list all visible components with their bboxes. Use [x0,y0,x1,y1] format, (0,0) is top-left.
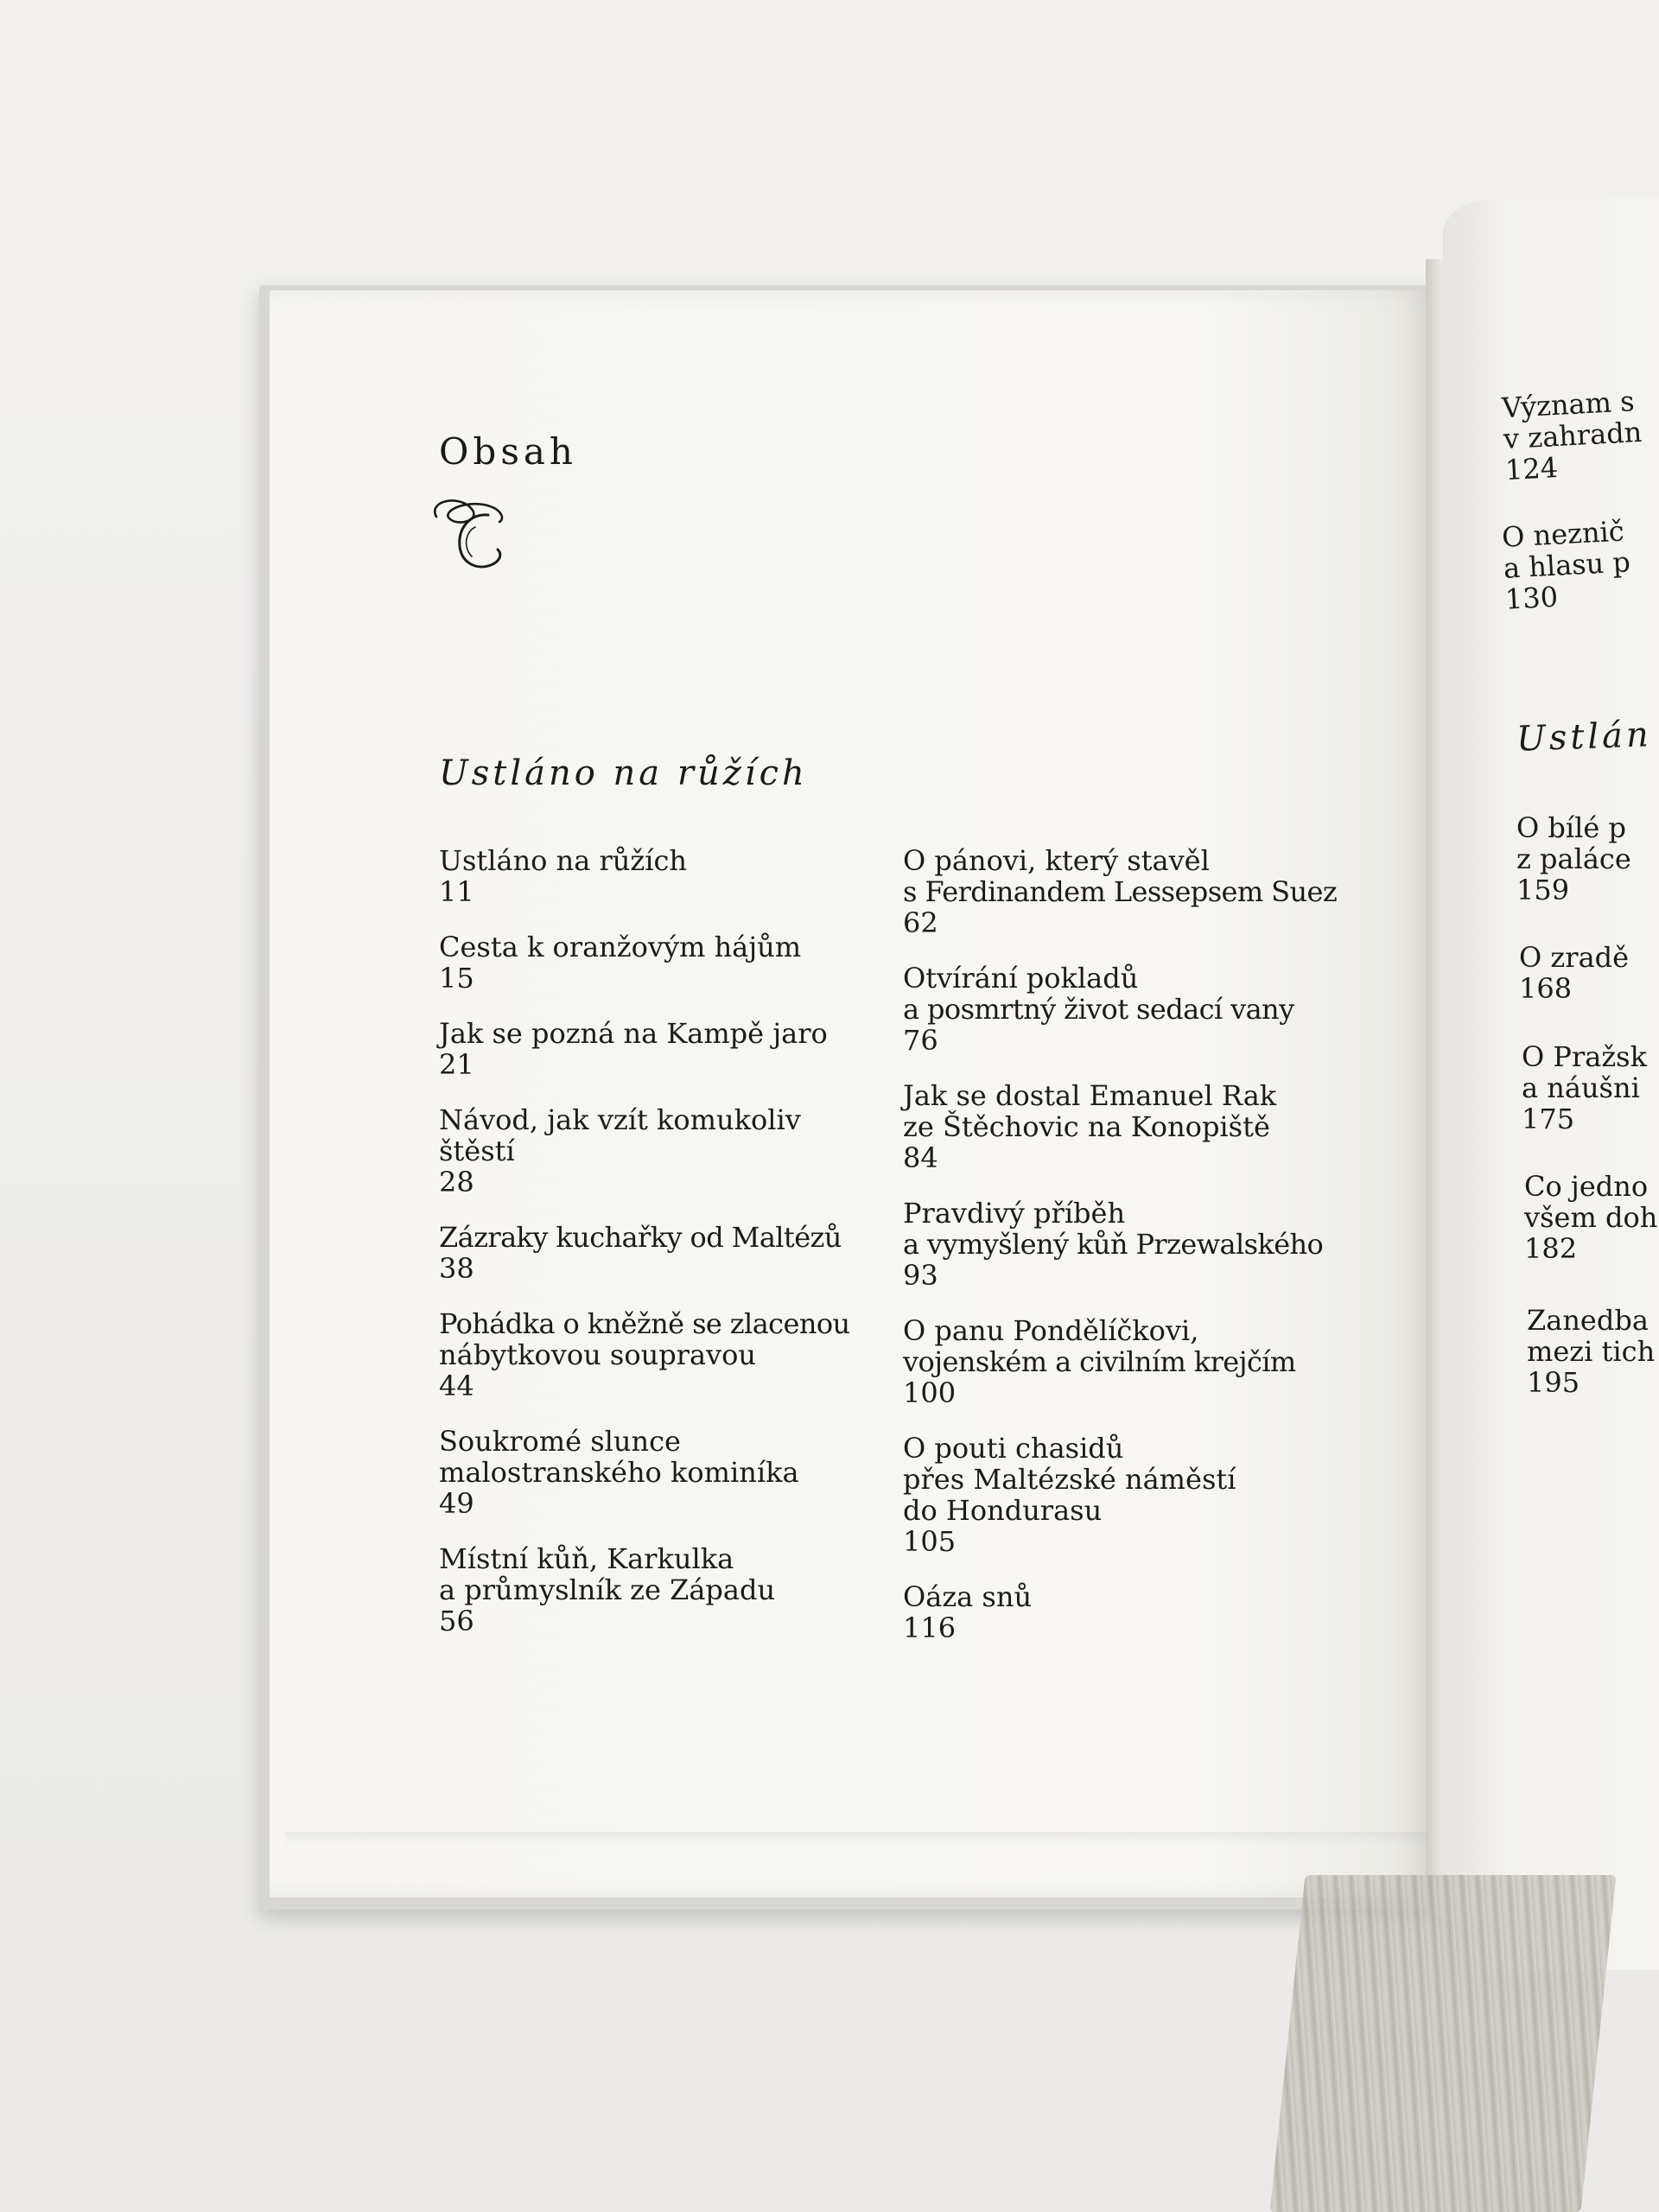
toc-entry [903,963,1352,1056]
next-page-entry-page-number: 195 [1527,1366,1580,1399]
next-page-section-title: Ustlán [1516,715,1653,760]
toc-entry-page-number: 93 [903,1259,938,1292]
next-page-entry [1524,1171,1657,1264]
toc-entry-page-number: 44 [439,1370,474,1402]
next-page-entry-title: O neznič [1501,514,1625,554]
next-page-entry-title: všem doh [1524,1201,1658,1234]
next-page-entry [1519,942,1629,1004]
toc-entry-title: ze Štěchovic na Konopiště [903,1110,1270,1143]
toc-entry-title: nábytkovou soupravou [439,1338,756,1371]
next-page-entry-page-number: 168 [1519,972,1573,1005]
toc-entry-page-number: 11 [439,875,474,908]
toc-entry-title: Pravdivý příběh [903,1197,1126,1230]
next-page-entry-page-number: 124 [1503,450,1559,487]
toc-entry-title: Otvírání pokladů [903,962,1139,995]
toc-entry [903,1433,1352,1557]
toc-entry [439,1018,888,1080]
toc-entry-title: a průmyslník ze Západu [439,1573,776,1606]
next-page-entry [1501,515,1632,615]
toc-entry-title: Oáza snů [903,1580,1033,1613]
toc-column-left [439,845,888,1661]
toc-entry-page-number: 49 [439,1487,474,1520]
next-page-entry-title: z paláce [1516,842,1631,875]
next-page-entry-title: O Pražsk [1522,1040,1647,1073]
next-page-entry-page-number: 130 [1503,580,1559,616]
next-page-entry-title: a hlasu p [1503,545,1631,585]
toc-entry-title: Návod, jak vzít komukoliv [439,1103,801,1136]
toc-entry-page-number: 100 [903,1376,957,1409]
toc-entry [903,845,1352,938]
toc-entry-page-number: 116 [903,1611,957,1644]
next-page-entry-title: Význam s [1501,385,1636,425]
toc-entry-title: štěstí [439,1135,515,1167]
toc-entry-title: malostranského kominíka [439,1456,799,1489]
toc-entry-title: a vymyšlený kůň Przewalského [903,1228,1324,1261]
toc-entry [439,1426,888,1519]
toc-entry [903,1581,1352,1643]
next-page-entry-title: Zanedba [1527,1304,1649,1337]
next-page-entry-page-number: 175 [1522,1103,1575,1135]
toc-entry [439,1308,888,1402]
toc-entry-title: a posmrtný život sedací vany [903,993,1294,1026]
toc-entry-page-number: 84 [903,1141,938,1174]
next-page-entry-title: Co jedno [1524,1170,1649,1203]
next-page-entry-page-number: 182 [1524,1232,1578,1265]
next-page-entry [1501,385,1644,486]
toc-entry-page-number: 38 [439,1252,474,1285]
toc-entry-title: Cesta k oranžovým hájům [439,931,802,963]
toc-entry-title: O pánovi, který stavěl [903,844,1210,877]
toc-entry-title: Zázraky kuchařky od Maltézů [439,1221,842,1254]
toc-entry [903,1080,1352,1173]
next-page-entry-page-number: 159 [1516,874,1570,906]
toc-title: Obsah [439,430,577,473]
toc-entry [439,845,888,907]
toc-entry [439,1543,888,1637]
next-page-entry [1516,812,1631,906]
page-shadow [285,1832,1426,1846]
toc-entry-title: Soukromé slunce [439,1425,681,1458]
toc-entry-page-number: 105 [903,1525,957,1558]
toc-column-right [903,845,1352,1668]
next-page-entry-title: O bílé p [1516,811,1626,844]
toc-entry-page-number: 62 [903,906,938,939]
toc-entry-title: vojenském a civilním krejčím [903,1345,1296,1378]
next-page-entry [1527,1305,1655,1398]
toc-entry-title: O panu Pondělíčkovi, [903,1314,1199,1347]
toc-entry-page-number: 21 [439,1048,474,1081]
toc-entry-page-number: 28 [439,1166,474,1198]
toc-entry-page-number: 15 [439,962,474,995]
toc-entry-page-number: 56 [439,1605,474,1637]
next-page-entry-title: mezi tich [1527,1335,1656,1368]
next-page-entry-title: a náušni [1522,1071,1640,1104]
toc-entry-title: Místní kůň, Karkulka [439,1542,734,1575]
next-page-entry-title: O zradě [1519,941,1630,974]
toc-entry-title: s Ferdinandem Lessepsem Suez [903,875,1338,908]
ornamental-c-flourish-icon [423,493,518,579]
toc-entry [903,1198,1352,1291]
toc-entry-title: Jak se pozná na Kampě jaro [439,1017,828,1050]
section-title: Ustláno na růžích [439,753,808,793]
toc-entry-title: Ustláno na růžích [439,844,687,877]
toc-entry-page-number: 76 [903,1024,938,1057]
next-page-entry [1522,1041,1647,1135]
toc-entry [439,1104,888,1198]
toc-entry-title: O pouti chasidů [903,1432,1124,1465]
toc-entry [439,931,888,994]
toc-entry [903,1315,1352,1408]
toc-entry-title: přes Maltézské náměstí [903,1463,1236,1496]
toc-entry-title: do Hondurasu [903,1494,1103,1527]
toc-entry-title: Jak se dostal Emanuel Rak [903,1079,1277,1112]
toc-entry [439,1222,888,1284]
toc-entry-title: Pohádka o kněžně se zlacenou [439,1307,850,1340]
next-page-entry-title: v zahradn [1503,415,1643,456]
bookmark-ribbon [1270,1875,1617,2212]
